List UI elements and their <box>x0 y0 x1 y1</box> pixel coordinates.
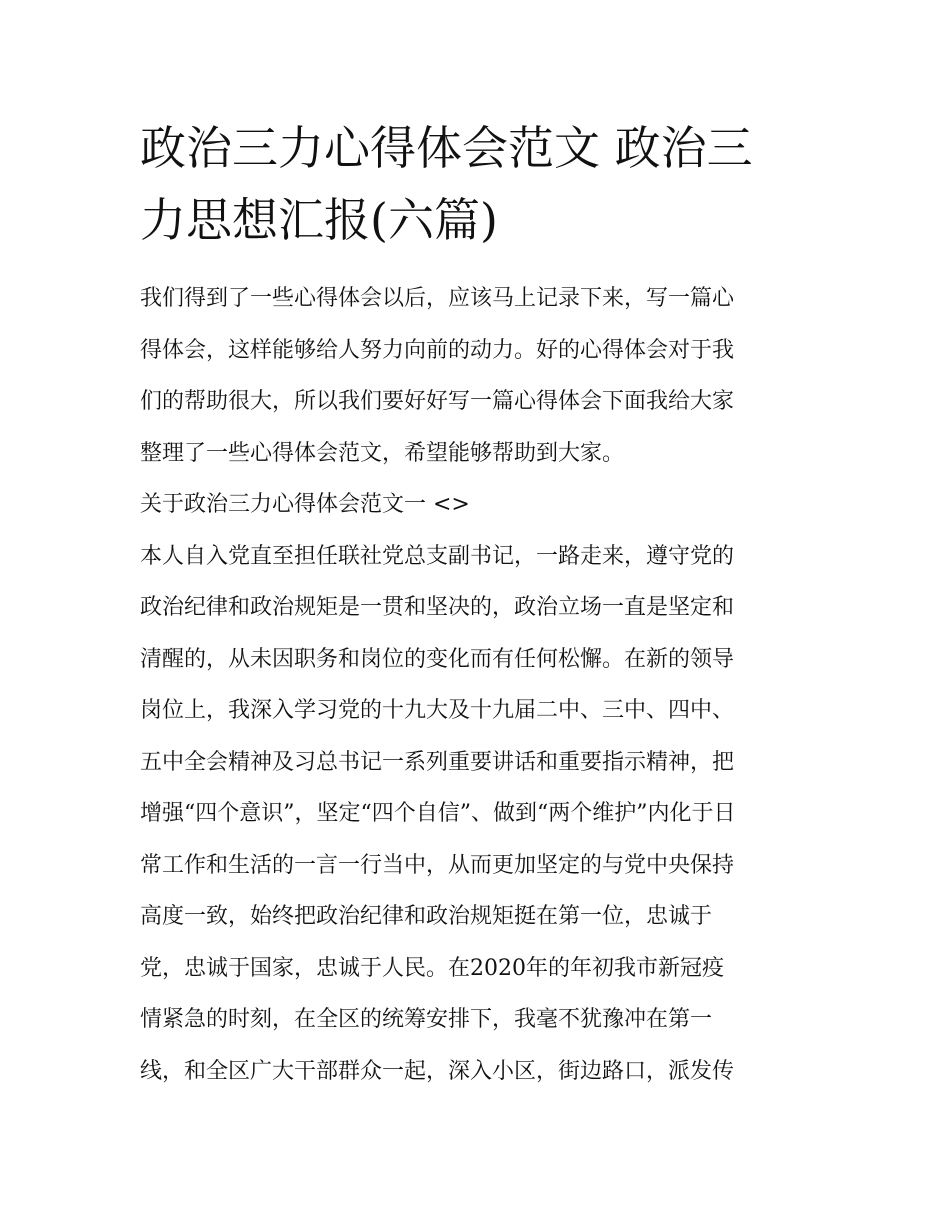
document-page <box>140 112 812 1097</box>
section-line: 高度一致，始终把政治纪律和政治规矩挺在第一位，忠诚于 <box>140 904 713 929</box>
section-line: 线，和全区广大干部群众一起，深入小区，街边路口，派发传 <box>140 1058 735 1084</box>
section-line: 本人自入党直至担任联社党总支副书记，一路走来，遵守党的 <box>140 543 735 569</box>
section-heading: 关于政治三力心得体会范文一 <> <box>140 492 470 517</box>
section-line: 岗位上，我深入学习党的十九大及十九届二中、三中、四中、 <box>140 698 735 723</box>
document-body <box>140 273 812 1097</box>
section-line: 政治纪律和政治规矩是一贯和坚决的，政治立场一直是坚定和 <box>140 595 735 620</box>
intro-line: 得体会，这样能够给人努力向前的动力。好的心得体会对于我 <box>140 337 735 363</box>
intro-line: 整理了一些心得体会范文，希望能够帮助到大家。 <box>140 440 625 466</box>
section-line: 党，忠诚于国家，忠诚于人民。在2020年的年初我市新冠疫 <box>140 955 724 981</box>
document-title <box>140 112 812 256</box>
intro-line: 们的帮助很大，所以我们要好好写一篇心得体会下面我给大家 <box>140 389 735 414</box>
title-line: 力思想汇报(六篇) <box>140 193 498 247</box>
intro-line: 我们得到了一些心得体会以后，应该马上记录下来，写一篇心 <box>140 286 735 311</box>
section-line: 情紧急的时刻，在全区的统筹安排下，我毫不犹豫冲在第一 <box>140 1007 713 1032</box>
section-line: 清醒的，从未因职务和岗位的变化而有任何松懈。在新的领导 <box>140 646 735 672</box>
section-line: 常工作和生活的一言一行当中，从而更加坚定的与党中央保持 <box>140 852 735 878</box>
section-line: 五中全会精神及习总书记一系列重要讲话和重要指示精神，把 <box>140 749 735 775</box>
section-line: 增强“四个意识”，坚定“四个自信”、做到“两个维护”内化于日 <box>140 801 736 826</box>
title-line: 政治三力心得体会范文 政治三 <box>140 121 753 175</box>
